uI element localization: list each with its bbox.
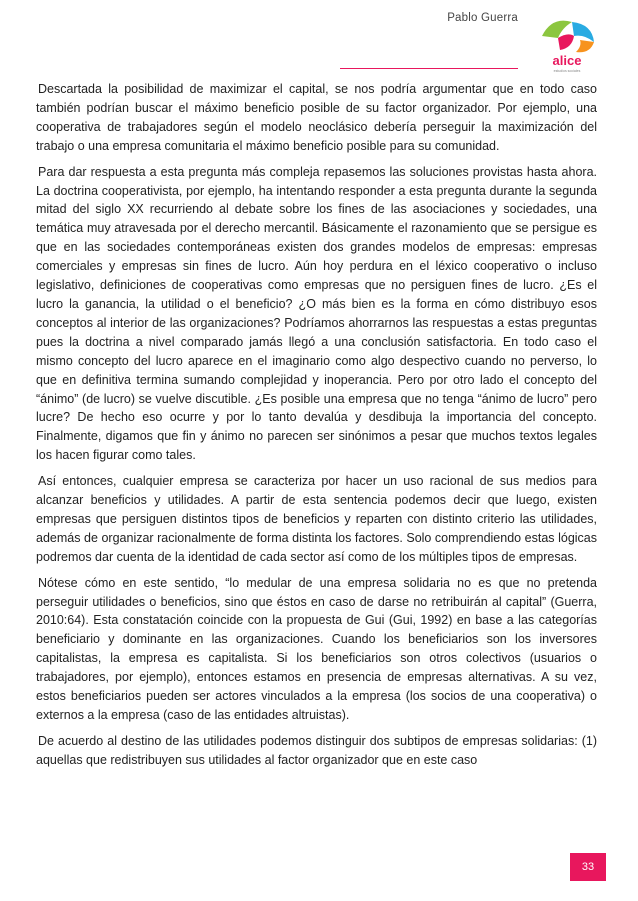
paragraph-2: Para dar respuesta a esta pregunta más compleja repasemos las soluciones provistas hasta ahora. La doctrina cooperativista, por ejemplo, ha intentando responder a esta pregunta durante la segunda mitad del siglo XX recurriendo al debate sobre los fines de las asociaciones y sociedades, una temática muy atravesada por el derecho mercantil. Básicamente el razonamiento que se persigue es que en las sociedades contemporáneas existen dos grandes modelos de empresas: empresas comerciales y empresas sin fines de lucro. Aún hoy perdura en el léxico cooperativo o incluso legislativo, definiciones de cooperativas como empresas que no persiguen fines de lucro. ¿Es el lucro la ganancia, la utilidad o el beneficio? ¿O más bien es la forma en cómo distribuyo esos conceptos al interior de las organizaciones? Podríamos ahorrarnos las respuestas a estas preguntas pues la doctrina a nivel comparado jamás llegó a una conclusión satisfactoria. En todo caso el mismo concepto del lucro aparece en el imaginario como algo despectivo cuando no perverso, lo que en definitiva termina sumando complejidad y inoperancia. Pero por otro lado el concepto del “ánimo” (de lucro) se vuelve discutible. ¿Es posible una empresa que no tenga “ánimo de lucro” pero lucre? De hecho eso ocurre y por lo tanto devalúa y desdibuja la importancia del concepto. Finalmente, digamos que fin y ánimo no parecen ser sinónimos a pesar que muchos textos legales los hacen figurar como tales. <box>36 164 597 463</box>
running-header-author: Pablo Guerra <box>447 12 518 24</box>
page-number-badge: 33 <box>570 853 606 881</box>
paragraph-3: Así entonces, cualquier empresa se caracteriza por hacer un uso racional de sus medios para alcanzar beneficios y utilidades. A partir de esta sentencia podemos decir que luego, existen empresas que persiguen distintos tipos de beneficios y reparten con distinto criterio las utilidades, además de organizar racionalmente de forma distinta los factores. Solo comprendiendo estas lógicas podremos dar cuenta de la identidad de cada sector así como de los múltiples tipos de empresas. <box>36 474 597 564</box>
paragraph-1: Descartada la posibilidad de maximizar el capital, se nos podría argumentar que en todo caso también podrían buscar el máximo beneficio posible de su factor organizador. Por ejemplo, una cooperativa de trabajadores según el modelo neoclásico debería perseguir la maximización del trabajo o una empresa comunitaria el máximo beneficio posible para su comunidad. <box>36 82 597 153</box>
paragraph-4: Nótese cómo en este sentido, “lo medular de una empresa solidaria no es que no pretenda perseguir utilidades o beneficios, sino que éstos en caso de darse no retribuirán al capital” (Guerra, 2010:64). Esta constatación coincide con la propuesta de Gui (Gui, 1992) en base a las categorías beneficiario y dominante en las organizaciones. Cuando los beneficiarios son los inversores capitalistas, la empresa es capitalista. Si los beneficiarios son otros colectivos (usuarios o trabajadores, por ejemplo), entonces estamos en presencia de empresas alternativas. A su vez, estos beneficiarios pueden ser actores vinculados a la empresa (los socios de una cooperativa) o externos a la empresa (caso de las entidades altruistas). <box>36 575 597 722</box>
logo-wordmark: alice <box>552 53 582 68</box>
article-body <box>36 80 597 777</box>
paragraph-5: De acuerdo al destino de las utilidades podemos distinguir dos subtipos de empresas solidarias: (1) aquellas que redistribuyen sus utilidades al factor organizador que en este caso <box>36 733 597 767</box>
logo-subtext: estudios sociales <box>553 69 581 73</box>
header-rule <box>340 68 518 69</box>
alice-logo <box>532 14 602 74</box>
